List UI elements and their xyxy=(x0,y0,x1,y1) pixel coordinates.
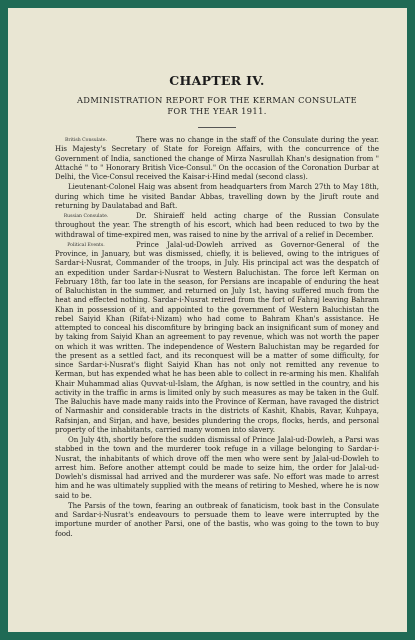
paragraph-staff xyxy=(55,136,379,182)
sidenote-british-consulate: British Consulate. xyxy=(65,138,107,143)
paragraph-political xyxy=(55,241,379,435)
report-title-line: ADMINISTRATION REPORT FOR THE KERMAN CONSULATE xyxy=(76,95,358,105)
paragraph-absence: Lieutenant-Colonel Haig was absent from headquarters from March 27th to May 18th, during which time he visited Bandar Abbas, travelling down by the Jiruft route and returning by Daulatabad and Baft. xyxy=(55,183,379,210)
title-rule xyxy=(198,127,236,128)
sidenote-russian-consulate: Russian Consulate. xyxy=(63,214,109,219)
paragraph-murder: On July 4th, shortly before the sudden dismissal of Prince Jalal-ud-Dowleh, a Parsi was stabbed in the town and the murderer took refuge in a village belonging to Sardar-i-Nusrat, the inhabitants of which drove off the men who were sent by Jalal-ud-Dowleh to arrest him. Before another attempt could be made to seize him, the order for Jalal-ud-Dowleh's dismissal had arrived and the murderer was safe. No effort was made to arrest him and he was ultimately supplied with the means of retiring to Meshed, where he is now said to be. xyxy=(55,436,379,500)
paragraph-text: Prince Jalal-ud-Dowleh arrived as Governor-General of the Province, in January, but was dismissed, chiefly, it is believed, owing to the intrigues of Sardar-i-Nusrat, Commander of the troops, in July. His principal act was the despatch of an expedition under Sardar-i-Nusrat to Western Baluchistan. The force left Kerman on February 18th, far too late in the season, for Persians are incapable of enduring the heat of Baluchistan in the summer, and returned on July 1st, having suffered much from the heat and effected nothing. Sardar-i-Nusrat retired from the fort of Fahraj leaving Bahram Khan in possession of it, and appointed to the government of Western Baluchistan the rebel Saiyid Khan (Rifat-i-Nizam) who had come to Bahram Khan's assistance. He attempted to conceal his discomfiture by bringing back an insignificant sum of money and by taking from Saiyid Khan an agreement to pay revenue, which was not worth the paper on which it was written. The independence of Western Baluchistan may be regarded for the present as a settled fact, and its reconquest will be a matter of some difficulty, for since Sardar-i-Nusrat's flight Saiyid Khan has not only not remitted any revenue to Kerman, but has expended what he has been able to collect in re-arming his men. Khalifah Khair Muhammad alias Quvvat-ul-Islam, the Afghan, is now settled in the country, and his activity in the traffic in arms is limited only by such measures as may be taken in the Gulf. The Baluchis have made many raids into the Province of Kerman, have ravaged the district of Narmashir and considerable tracts in the districts of Kashit, Khabis, Ravar, Kuhpaya, Rafsinjan, and Sirjan, and have, besides plundering the crops, flocks, herds, and personal property of the inhabitants, carried many women into slavery. xyxy=(55,240,379,434)
chapter-heading: CHAPTER IV. xyxy=(169,73,265,88)
report-title-line: FOR THE YEAR 1911. xyxy=(167,106,267,116)
paragraph-text: There was no change in the staff of the Consulate during the year. His Majesty's Secretary of State for Foreign Affairs, with the concurrence of the Government of India, sanctioned the change of Mirza Nasrullah Khan's designation from " Attaché " to " Honorary British Vice-Consul." On the occasion of the Coronation Durbar at Delhi, the Vice-Consul received the Kaisar-i-Hind medal (second class). xyxy=(55,136,379,181)
paragraph-text: Dr. Shiraieff held acting charge of the Russian Consulate throughout the year. The strength of his escort, which had been reduced to two by the withdrawal of time-expired men, was raised to nine by the arrival of a relief in December. xyxy=(55,212,379,239)
paragraph-russian xyxy=(55,212,379,240)
sidenote-political-events: Political Events. xyxy=(67,242,105,248)
book-page xyxy=(8,8,407,632)
report-title xyxy=(55,95,379,117)
paragraph-parsis: The Parsis of the town, fearing an outbreak of fanaticism, took bast in the Consulate and Sardar-i-Nusrat's endeavours to persuade them to leave were interrupted by the importune murder of another Parsi, one of the bastis, who was going to the town to buy food. xyxy=(55,501,379,538)
report-body xyxy=(55,136,379,540)
